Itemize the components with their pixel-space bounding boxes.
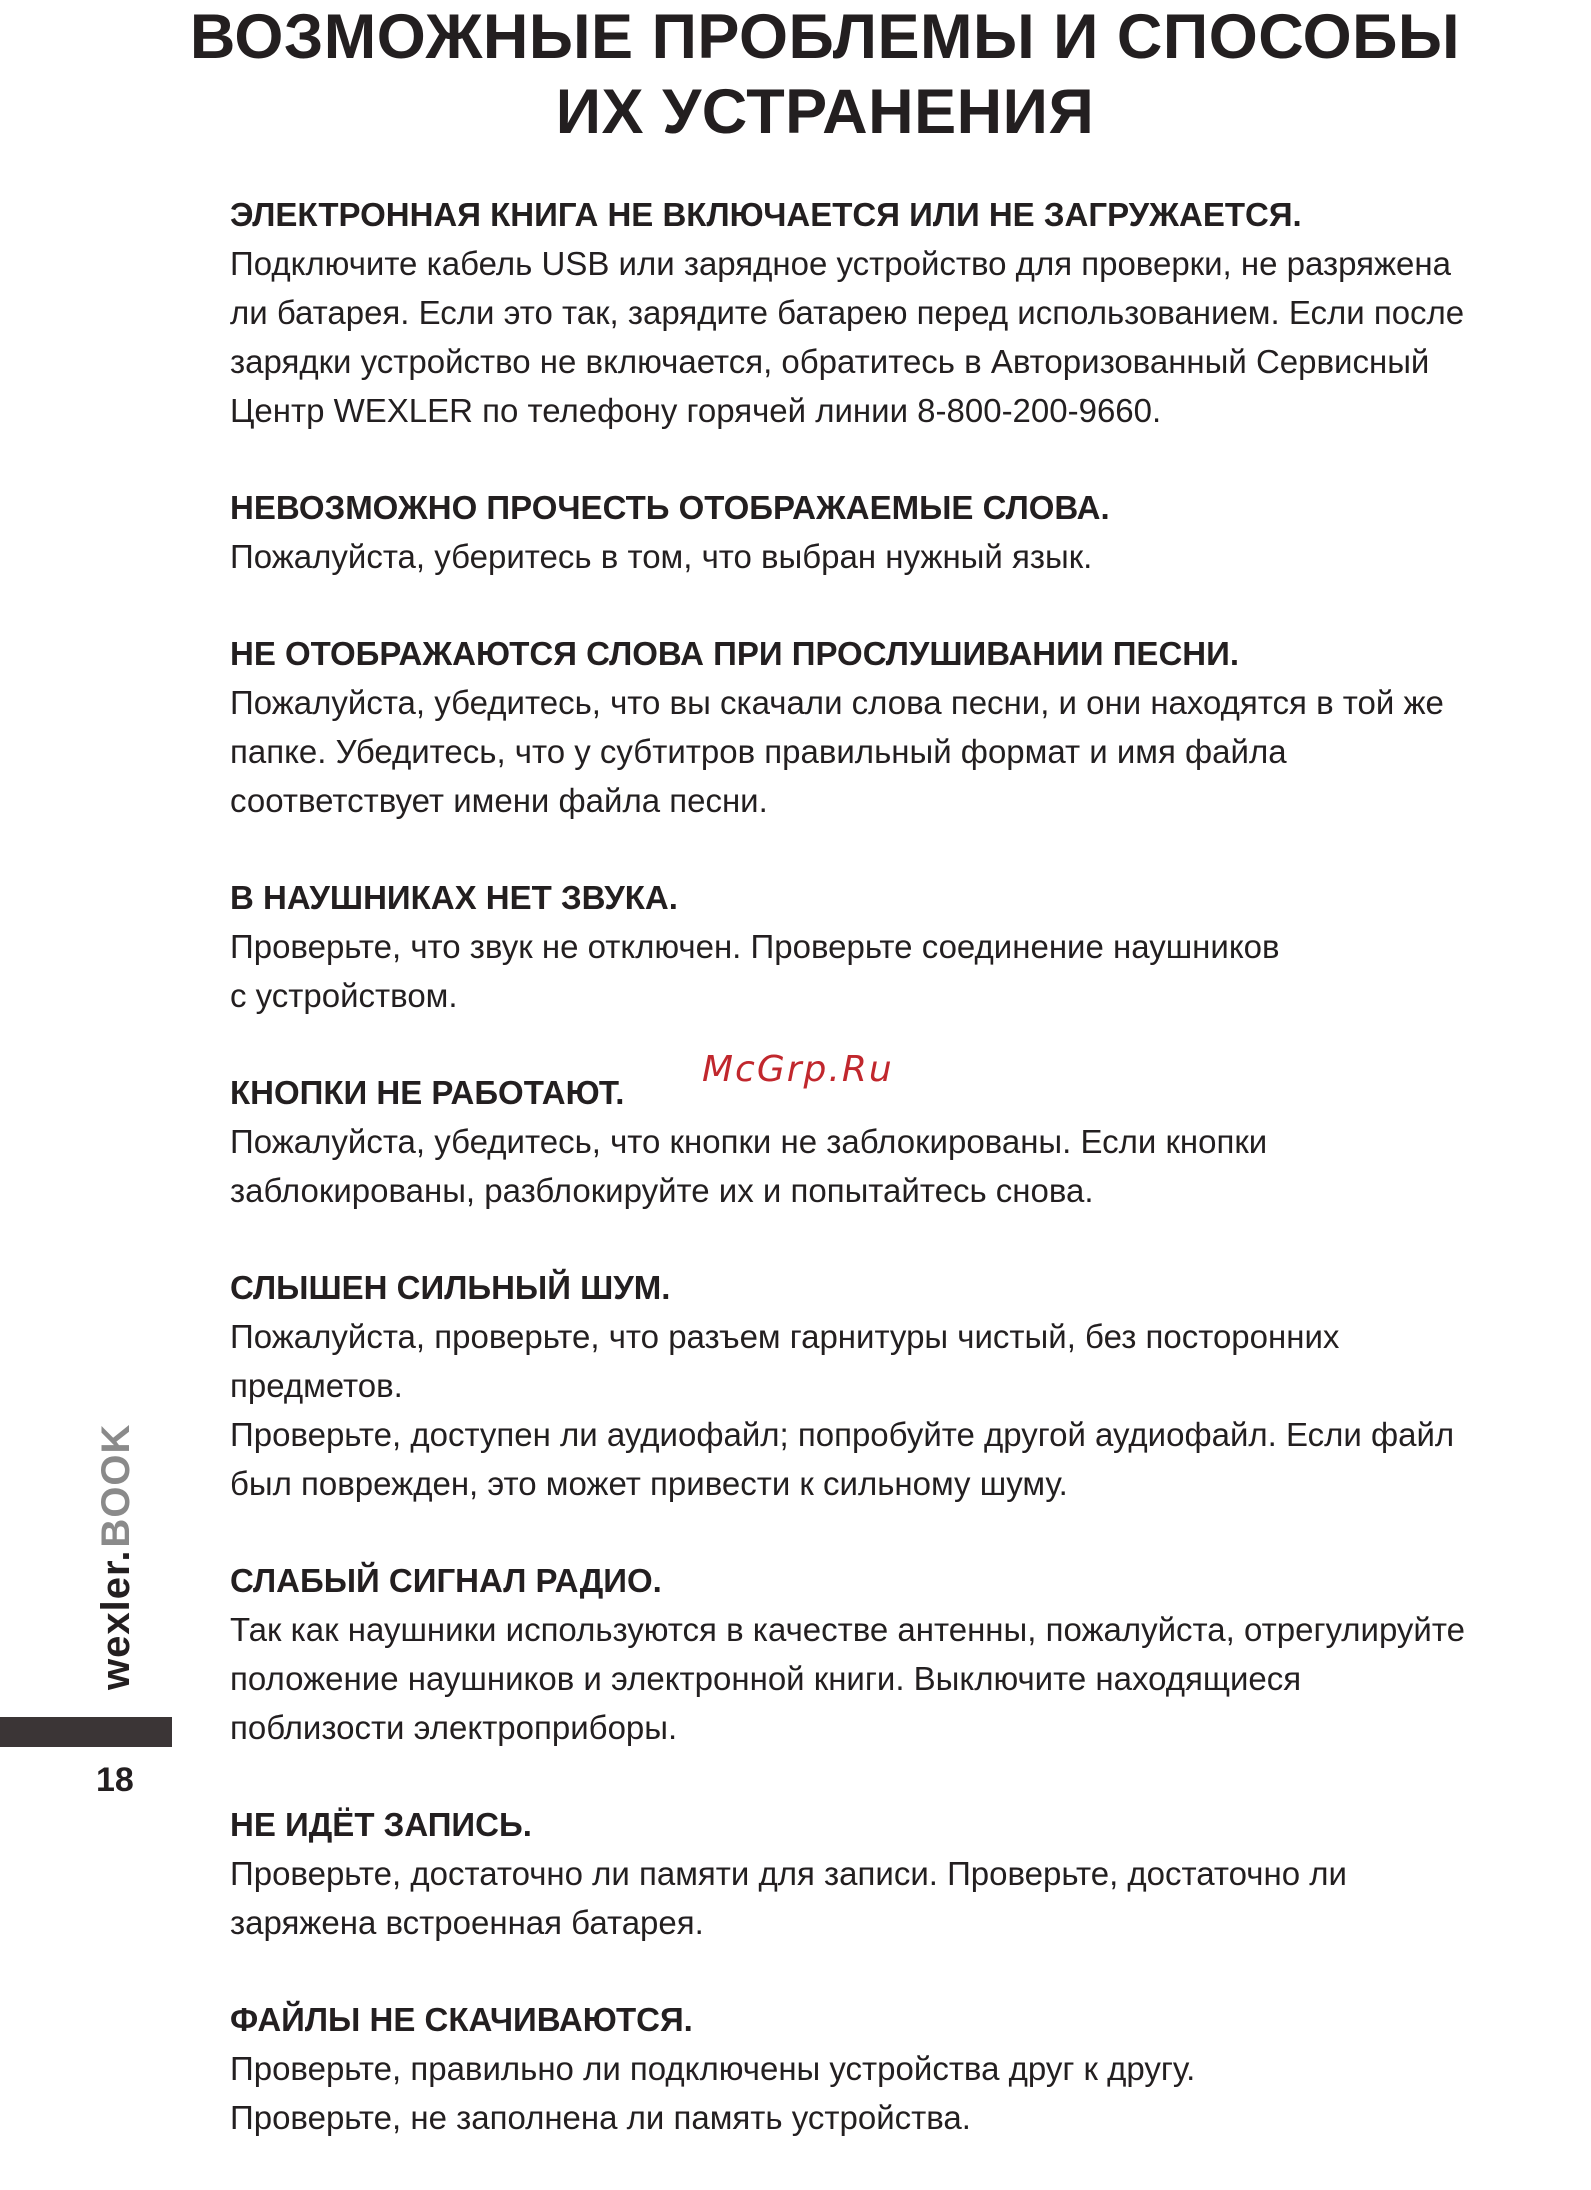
solution-line: Пожалуйста, убедитесь, что вы скачали слова песни, и они находятся в той же — [230, 684, 1444, 721]
brand-name: wexler. — [94, 1549, 138, 1690]
solution-line: заблокированы, разблокируйте их и попытайтесь снова. — [230, 1172, 1094, 1209]
problem-section — [230, 1556, 1585, 1752]
solution-line: папке. Убедитесь, что у субтитров правильный формат и имя файла — [230, 733, 1287, 770]
page-title-line-2: ИХ УСТРАНЕНИЯ — [555, 77, 1095, 147]
solution-line: зарядки устройство не включается, обратитесь в Авторизованный Сервисный — [230, 343, 1430, 380]
solution-line: Проверьте, достаточно ли памяти для записи. Проверьте, достаточно ли — [230, 1855, 1347, 1892]
solution-line: положение наушников и электронной книги. Выключите находящиеся — [230, 1660, 1302, 1697]
problem-section — [230, 1068, 1585, 1215]
page-title-line-1: ВОЗМОЖНЫЕ ПРОБЛЕМЫ И СПОСОБЫ — [189, 2, 1461, 72]
solution-line: Пожалуйста, проверьте, что разъем гарнитуры чистый, без посторонних — [230, 1318, 1340, 1355]
brand-logo — [96, 1424, 136, 1690]
problem-heading: НЕ ИДЁТ ЗАПИСЬ. — [230, 1806, 532, 1843]
watermark-text: McGrp.Ru — [702, 1049, 894, 1090]
problem-heading: НЕВОЗМОЖНО ПРОЧЕСТЬ ОТОБРАЖАЕМЫЕ СЛОВА. — [230, 489, 1110, 526]
solution-line: ли батарея. Если это так, зарядите батарею перед использованием. Если после — [230, 294, 1465, 331]
solution-line: соответствует имени файла песни. — [230, 782, 768, 819]
problem-section — [230, 1800, 1585, 1947]
solution-line: Проверьте, правильно ли подключены устройства друг к другу. — [230, 2050, 1196, 2087]
page-marker-bar — [0, 1717, 172, 1747]
page-title — [160, 0, 1490, 150]
problem-heading: НЕ ОТОБРАЖАЮТСЯ СЛОВА ПРИ ПРОСЛУШИВАНИИ ПЕСНИ. — [230, 635, 1239, 672]
problem-heading: СЛАБЫЙ СИГНАЛ РАДИО. — [230, 1562, 662, 1599]
solution-line: поблизости электроприборы. — [230, 1709, 678, 1746]
problem-section — [230, 873, 1585, 1020]
solution-line: Так как наушники используются в качестве антенны, пожалуйста, отрегулируйте — [230, 1611, 1465, 1648]
problem-section — [230, 1995, 1585, 2142]
problem-heading: ЭЛЕКТРОННАЯ КНИГА НЕ ВКЛЮЧАЕТСЯ ИЛИ НЕ ЗАГРУЖАЕТСЯ. — [230, 196, 1302, 233]
problem-section — [230, 483, 1585, 581]
solution-line: с устройством. — [230, 977, 458, 1014]
problem-section — [230, 190, 1585, 435]
solution-line: Пожалуйста, убедитесь, что кнопки не заблокированы. Если кнопки — [230, 1123, 1268, 1160]
solution-line: предметов. — [230, 1367, 403, 1404]
solution-line: Подключите кабель USB или зарядное устройство для проверки, не разряжена — [230, 245, 1451, 282]
solution-line: заряжена встроенная батарея. — [230, 1904, 704, 1941]
page-number: 18 — [96, 1761, 134, 1799]
brand-product: BOOK — [94, 1423, 138, 1548]
problem-heading: СЛЫШЕН СИЛЬНЫЙ ШУМ. — [230, 1269, 671, 1306]
troubleshooting-list — [230, 190, 1585, 2190]
problem-heading: В НАУШНИКАХ НЕТ ЗВУКА. — [230, 879, 678, 916]
solution-line: был поврежден, это может привести к сильному шуму. — [230, 1465, 1068, 1502]
solution-line: Центр WEXLER по телефону горячей линии 8-800-200-9660. — [230, 392, 1162, 429]
problem-section — [230, 1263, 1585, 1508]
problem-heading: КНОПКИ НЕ РАБОТАЮТ. — [230, 1074, 625, 1111]
problem-section — [230, 629, 1585, 825]
solution-line: Проверьте, что звук не отключен. Проверьте соединение наушников — [230, 928, 1280, 965]
solution-line: Пожалуйста, уберитесь в том, что выбран нужный язык. — [230, 538, 1093, 575]
problem-heading: ФАЙЛЫ НЕ СКАЧИВАЮТСЯ. — [230, 2001, 693, 2038]
solution-line: Проверьте, не заполнена ли память устройства. — [230, 2099, 971, 2136]
solution-line: Проверьте, доступен ли аудиофайл; попробуйте другой аудиофайл. Если файл — [230, 1416, 1455, 1453]
